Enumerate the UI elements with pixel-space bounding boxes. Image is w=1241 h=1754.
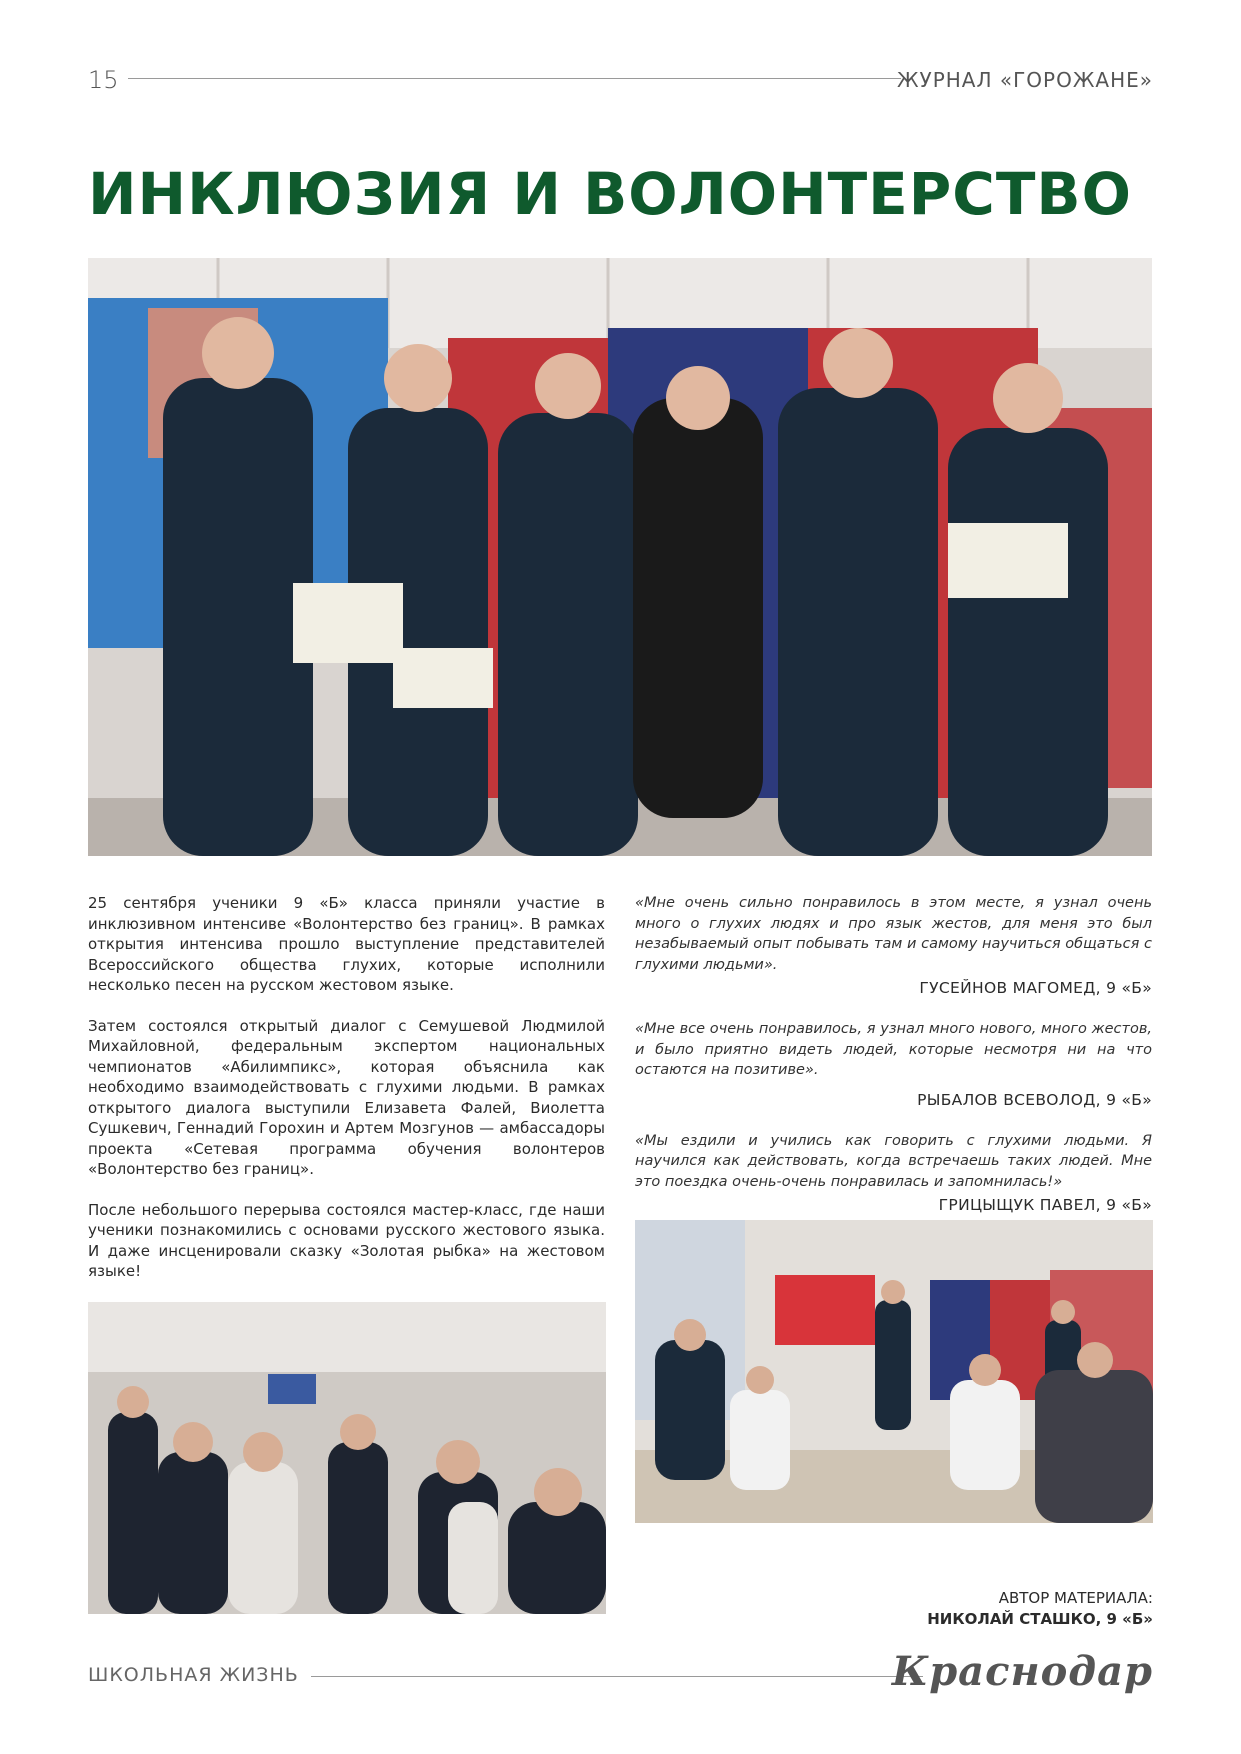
paragraph: После небольшого перерыва состоялся мастер-класс, где наши ученики познакомились с основами русского жестового языка. И даже инсценировали сказку «Золотая рыбка» на жестовом языке! — [88, 1200, 605, 1280]
main-group-photo — [88, 258, 1152, 856]
header-rule — [128, 78, 901, 79]
author-name: НИКОЛАЙ СТАШКО, 9 «Б» — [927, 1610, 1153, 1628]
audience-photo — [88, 1302, 606, 1614]
quote-author: ГУСЕЙНОВ МАГОМЕД, 9 «Б» — [919, 979, 1152, 997]
article-body — [88, 893, 605, 1302]
footer-section: ШКОЛЬНАЯ ЖИЗНЬ — [88, 1664, 299, 1686]
paragraph: Затем состоялся открытый диалог с Семушевой Людмилой Михайловной, федеральным экспертом национальных чемпионатов «Абилимпикс», которая объяснила как необходимо взаимодействовать с глухими людьми. В рамках открытого диалога выступили Елизавета Фалей, Виолетта Сушкевич, Геннадий Горохин и Артем Мозгунов — амбассадоры проекта «Сетевая программа обучения волонтеров «Волонтерство без границ». — [88, 1016, 605, 1178]
page-number: 15 — [88, 66, 119, 94]
quote-text: «Мне очень сильно понравилось в этом месте, я узнал очень много о глухих людях и про язык жестов, для меня это был незабываемый опыт побывать там и самому научиться общаться с глухими людьми». — [635, 895, 1152, 973]
quote-text: «Мне все очень понравилось, я узнал много нового, много жестов, и было приятно видеть людей, которые несмотря ни на что остаются на позитиве». — [635, 1021, 1152, 1078]
quote-author: РЫБАЛОВ ВСЕВОЛОД, 9 «Б» — [917, 1090, 1152, 1109]
magazine-name: ЖУРНАЛ «ГОРОЖАНЕ» — [896, 68, 1153, 92]
krasnodar-logo: Краснодар — [891, 1648, 1153, 1695]
author-credit — [927, 1588, 1153, 1630]
article-title: ИНКЛЮЗИЯ И ВОЛОНТЕРСТВО — [88, 160, 1132, 228]
workshop-photo — [635, 1220, 1153, 1523]
footer-rule — [311, 1676, 923, 1677]
quote-author: ГРИЦЫЩУК ПАВЕЛ, 9 «Б» — [938, 1196, 1152, 1214]
quotes-column — [635, 893, 1152, 1236]
quote-text: «Мы ездили и учились как говорить с глухими людьми. Я научился как действовать, когда встречаешь таких людей. Мне это поездка очень-очень понравилась и запомнилась!» — [635, 1132, 1152, 1190]
author-label: АВТОР МАТЕРИАЛА: — [998, 1589, 1153, 1607]
paragraph: 25 сентября ученики 9 «Б» класса приняли участие в инклюзивном интенсиве «Волонтерство без границ». В рамках открытия интенсива прошло выступление представителей Всероссийского общества глухих, которые исполнили несколько песен на русском жестовом языке. — [88, 894, 605, 994]
